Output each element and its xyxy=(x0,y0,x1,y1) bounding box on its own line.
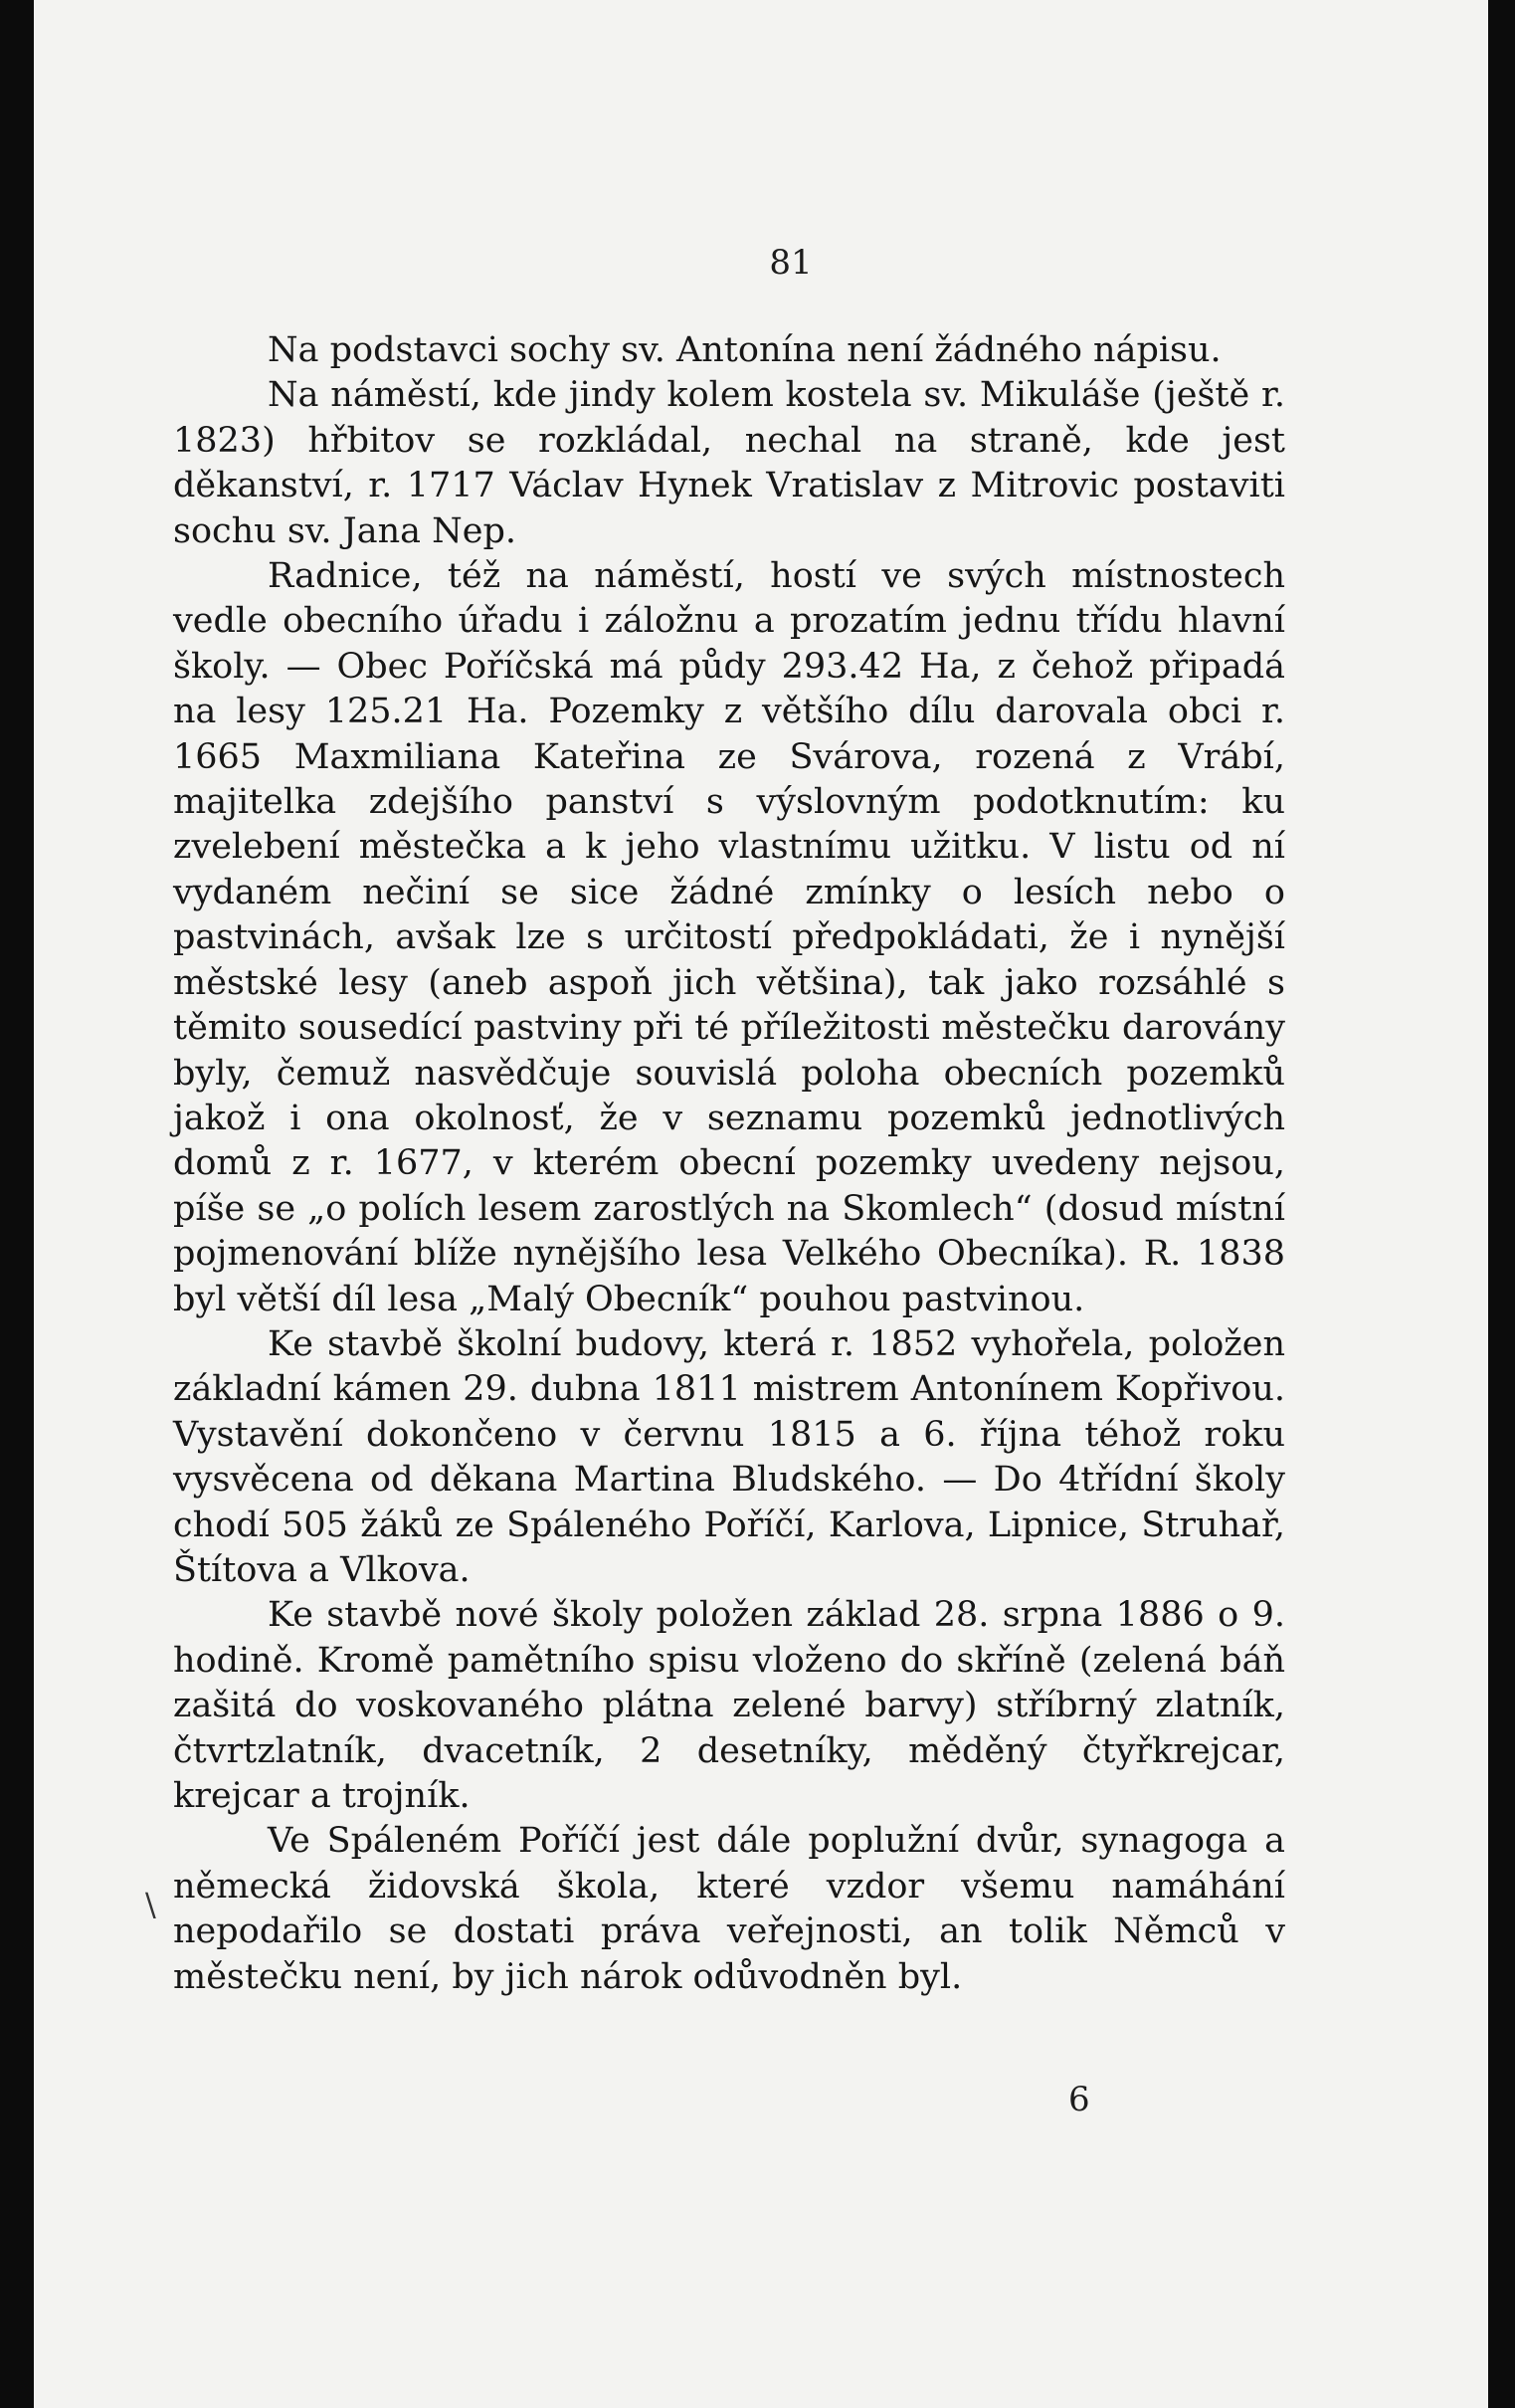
signature-number: 6 xyxy=(1068,2080,1090,2119)
paragraph-2: Na náměstí, kde jindy kolem kostela sv. Mikuláše (ještě r. 1823) hřbitov se rozkládal, nechal na straně, kde jest děkanství, r. 1717 Václav Hynek Vratislav z Mitrovic postaviti sochu sv. Jana Nep. xyxy=(173,375,1285,551)
book-page xyxy=(34,0,1488,2408)
scan-right-border xyxy=(1488,0,1515,2408)
paragraph-4: Ke stavbě školní budovy, která r. 1852 vyhořela, položen základní kámen 29. dubna 1811 mistrem Antonínem Kopřivou. Vystavění dokončeno v červnu 1815 a 6. října téhož roku vysvěcena od děkana Martina Bludského. — Do 4třídní školy chodí 505 žáků ze Spáleného Poříčí, Karlova, Lipnice, Struhař, Štítova a Vlkova. xyxy=(173,1323,1285,1590)
paragraph-6: Ve Spáleném Poříčí jest dále poplužní dvůr, synagoga a německá židovská škola, které vzdor všemu namáhání nepodařilo se dostati práva veřejnosti, an tolik Němců v městečku není, by jich nárok odůvodněn byl. xyxy=(173,1821,1285,1997)
scan-left-border xyxy=(0,0,34,2408)
paragraph-3: Radnice, též na náměstí, hostí ve svých místnostech vedle obecního úřadu i záložnu a prozatím jednu třídu hlavní školy. — Obec Poříčská má půdy 293.42 Ha, z čehož připadá na lesy 125.21 Ha. Pozemky z většího dílu darovala obci r. 1665 Maxmiliana Kateřina ze Svárova, rozená z Vrábí, majitelka zdejšího panství s výslovným podotknutím: ku zvelebení městečka a k jeho vlastnímu užitku. V listu od ní vydaném nečiní se sice žádné zmínky o lesích nebo o pastvinách, avšak lze s určitostí předpokládati, že i nynější městské lesy (aneb aspoň jich většina), tak jako rozsáhlé s těmito sousedící pastviny při té příležitosti městečku darovány byly, čemuž nasvědčuje souvislá poloha obecních pozemků jakož i ona okolnosť, že v seznamu pozemků jednotlivých domů z r. 1677, v kterém obecní pozemky uvedeny nejsou, píše se „o polích lesem zarostlých na Skomlech“ (dosud místní pojmenování blíže nynějšího lesa Velkého Obecníka). R. 1838 byl větší díl lesa „Malý Obecník“ pouhou pastvinou. xyxy=(173,556,1285,1319)
page-number: 81 xyxy=(769,243,813,283)
stray-pen-mark: \ xyxy=(145,1886,156,1923)
body-text xyxy=(173,328,1285,2000)
paragraph-1: Na podstavci sochy sv. Antonína není žádného nápisu. xyxy=(268,330,1222,370)
paragraph-5: Ke stavbě nové školy položen základ 28. srpna 1886 o 9. hodině. Kromě pamětního spisu vloženo do skříně (zelená báň zašitá do voskovaného plátna zelené barvy) stříbrný zlatník, čtvrtzlatník, dvacetník, 2 desetníky, měděný čtyřkrejcar, krejcar a trojník. xyxy=(173,1595,1285,1816)
